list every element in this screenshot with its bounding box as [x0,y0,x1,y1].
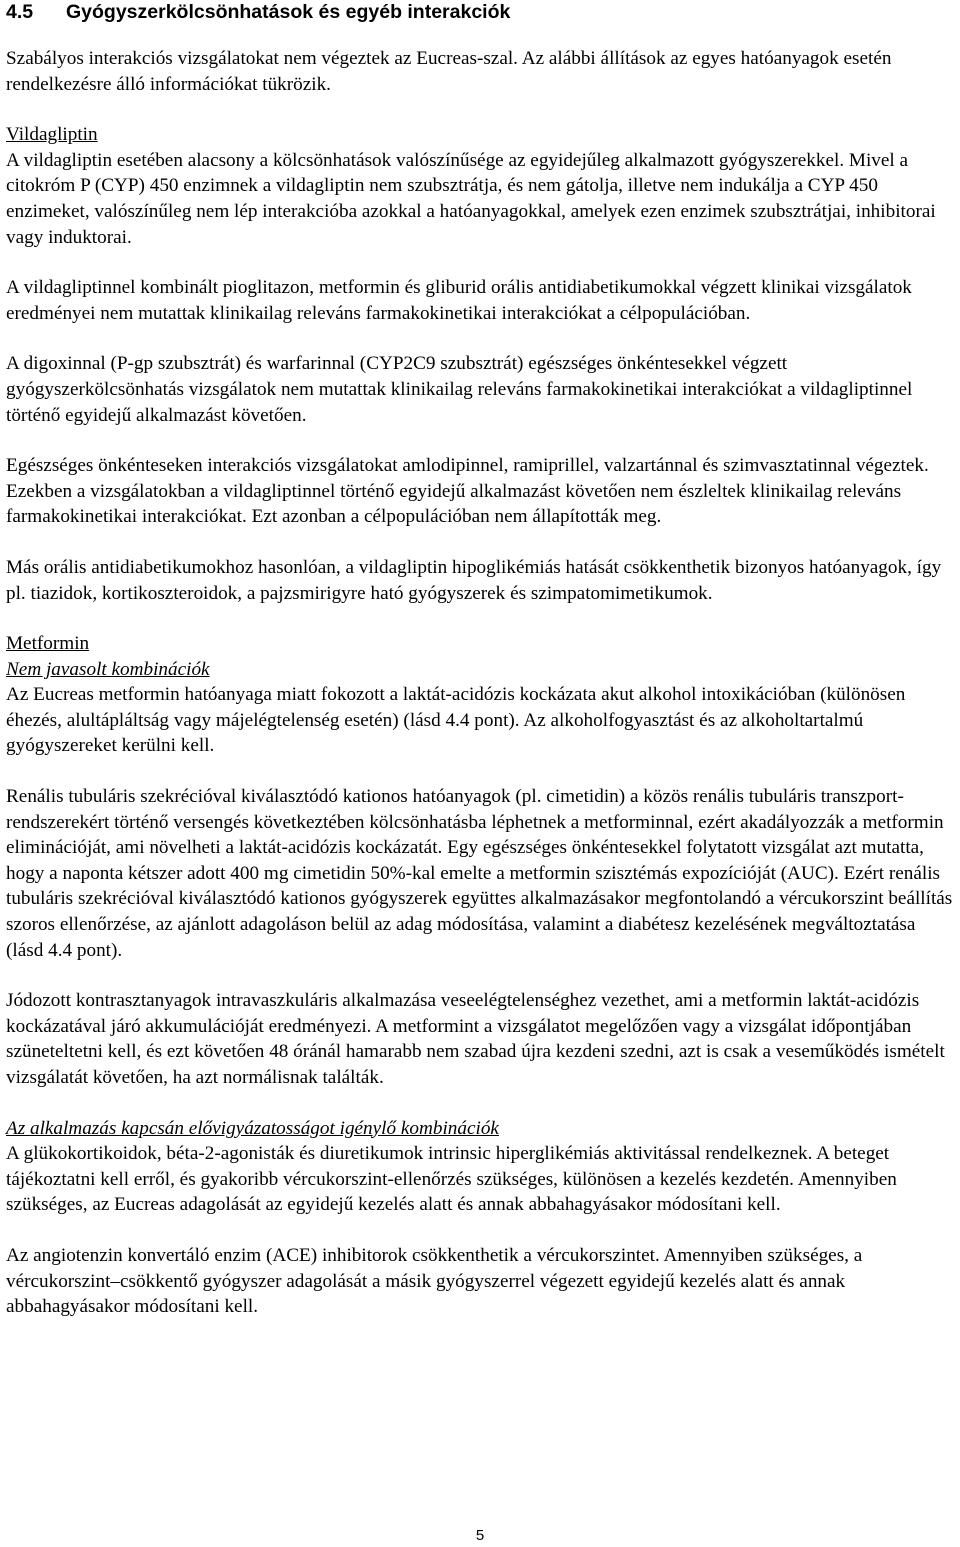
metformin-paragraph-5: Az angiotenzin konvertáló enzim (ACE) inhibitorok csökkenthetik a vércukorszintet. Amennyiben szükséges, a vércukorszint–csökkentő gyógyszer adagolását a másik gyógyszerrel végezett egyidejű kezelés alatt és annak abbahagyásakor módosítani kell. [6,1244,863,1318]
section-title: Gyógyszerkölcsönhatások és egyéb interakciók [66,1,511,23]
metformin-subheading-not-recommended: Nem javasolt kombinációk [6,658,210,680]
metformin-subheading-precaution: Az alkalmazás kapcsán elővigyázatosságot igénylő kombinációk [6,1117,499,1139]
document-page [6,0,956,1320]
vildagliptin-paragraph-5: Más orális antidiabetikumokhoz hasonlóan, a vildagliptin hipoglikémiás hatását csökkenthetik bizonyos hatóanyagok, így pl. tiazidok, kortikoszteroidok, a pajzsmirigyre ható gyógyszerek és szimpatomimetikumok. [6,556,942,604]
vildagliptin-paragraph-4: Egészséges önkénteseken interakciós vizsgálatokat amlodipinnel, ramiprillel, valzartánnal és szimvasztatinnal végeztek. Ezekben a vizsgálatokban a vildagliptinnel történő egyidejű alkalmazást követően nem észleltek klinikailag releváns farmakokinetikai interakciókat. Ezt azonban a célpopulációban nem állapították meg. [6,455,929,528]
page-number: 5 [475,1527,485,1544]
metformin-heading: Metformin [6,633,90,655]
section-heading [6,0,956,24]
intro-paragraph: Szabályos interakciós vizsgálatokat nem végeztek az Eucreas-szal. Az alábbi állítások az egyes hatóanyagok esetén rendelkezésre álló információkat tükrözik. [6,48,892,95]
metformin-paragraph-3: Jódozott kontrasztanyagok intravaszkuláris alkalmazása veseelégtelenséghez vezethet, ami a metformin laktát-acidózis kockázatával járó akkumulációját eredményezi. A metformint a vizsgálatot megelőzően vagy a vizsgálat időpontjában szüneteltetni kell, és ezt követően 48 óránál hamarabb nem szabad újra kezdeni szedni, azt is csak a veseműködés ismételt vizsgálatát követően, ha azt normálisnak találták. [6,990,945,1088]
metformin-paragraph-2: Renális tubuláris szekrécióval kiválasztódó kationos hatóanyagok (pl. cimetidin) a közös renális tubuláris transzport-rendszerekért történő versengés következtében kölcsönhatásba léphetnek a metforminnal, ezért akadályozzák a metformin eliminációját, ami növelheti a laktát-acidózis kockázatát. Egy egészséges önkéntesekkel folytatott vizsgálat azt mutatta, hogy a naponta kétszer adott 400 mg cimetidin 50%-kal emelte a metformin szisztémás expozícióját (AUC). Ezért renális tubuláris szekrécióval kiválasztódó kationos gyógyszerek együttes alkalmazásakor megfontolandó a vércukorszint beállítás szoros ellenőrzése, az ajánlott adagoláson belül az adag módosítása, valamint a diabétesz kezelésének megváltoztatása (lásd 4.4 pont). [6,786,953,961]
metformin-paragraph-1: Az Eucreas metformin hatóanyaga miatt fokozott a laktát-acidózis kockázata akut alkohol intoxikációban (különösen éhezés, alultápláltság vagy májelégtelenség esetén) (lásd 4.4 pont). Az alkoholfogyasztást és az alkoholtartalmú gyógyszereket kerülni kell. [6,684,906,757]
vildagliptin-paragraph-1: A vildagliptin esetében alacsony a kölcsönhatások valószínűsége az egyidejűleg alkalmazott gyógyszerekkel. Mivel a citokróm P (CYP) 450 enzimnek a vildagliptin nem szubsztrátja, és nem gátolja, illetve nem indukálja a CYP 450 enzimeket, valószínűleg nem lép interakcióba azokkal a hatóanyagokkal, amelyek ezen enzimek szubsztrátjai, inhibitorai vagy induktorai. [6,149,936,248]
metformin-paragraph-4: A glükokortikoidok, béta-2-agonisták és diuretikumok intrinsic hiperglikémiás aktivitással rendelkeznek. A beteget tájékoztatni kell erről, és gyakoribb vércukorszint-ellenőrzés szükséges, különösen a kezelés kezdetén. Amennyiben szükséges, az Eucreas adagolását az egyidejű kezelés alatt és annak abbahagyásakor módosítani kell. [6,1143,897,1216]
vildagliptin-heading: Vildagliptin [6,124,98,146]
vildagliptin-paragraph-2: A vildagliptinnel kombinált pioglitazon, metformin és gliburid orális antidiabetikumokkal végzett klinikai vizsgálatok eredményei nem mutattak klinikailag releváns farmakokinetikai interakciókat a célpopulációban. [6,277,912,324]
section-number: 4.5 [6,1,34,23]
vildagliptin-paragraph-3: A digoxinnal (P-gp szubsztrát) és warfarinnal (CYP2C9 szubsztrát) egészséges önkéntesekkel végzett gyógyszerkölcsönhatás vizsgálatok nem mutattak klinikailag releváns farmakokinetikai interakciókat a vildagliptinnel történő egyidejű alkalmazást követően. [6,353,913,426]
